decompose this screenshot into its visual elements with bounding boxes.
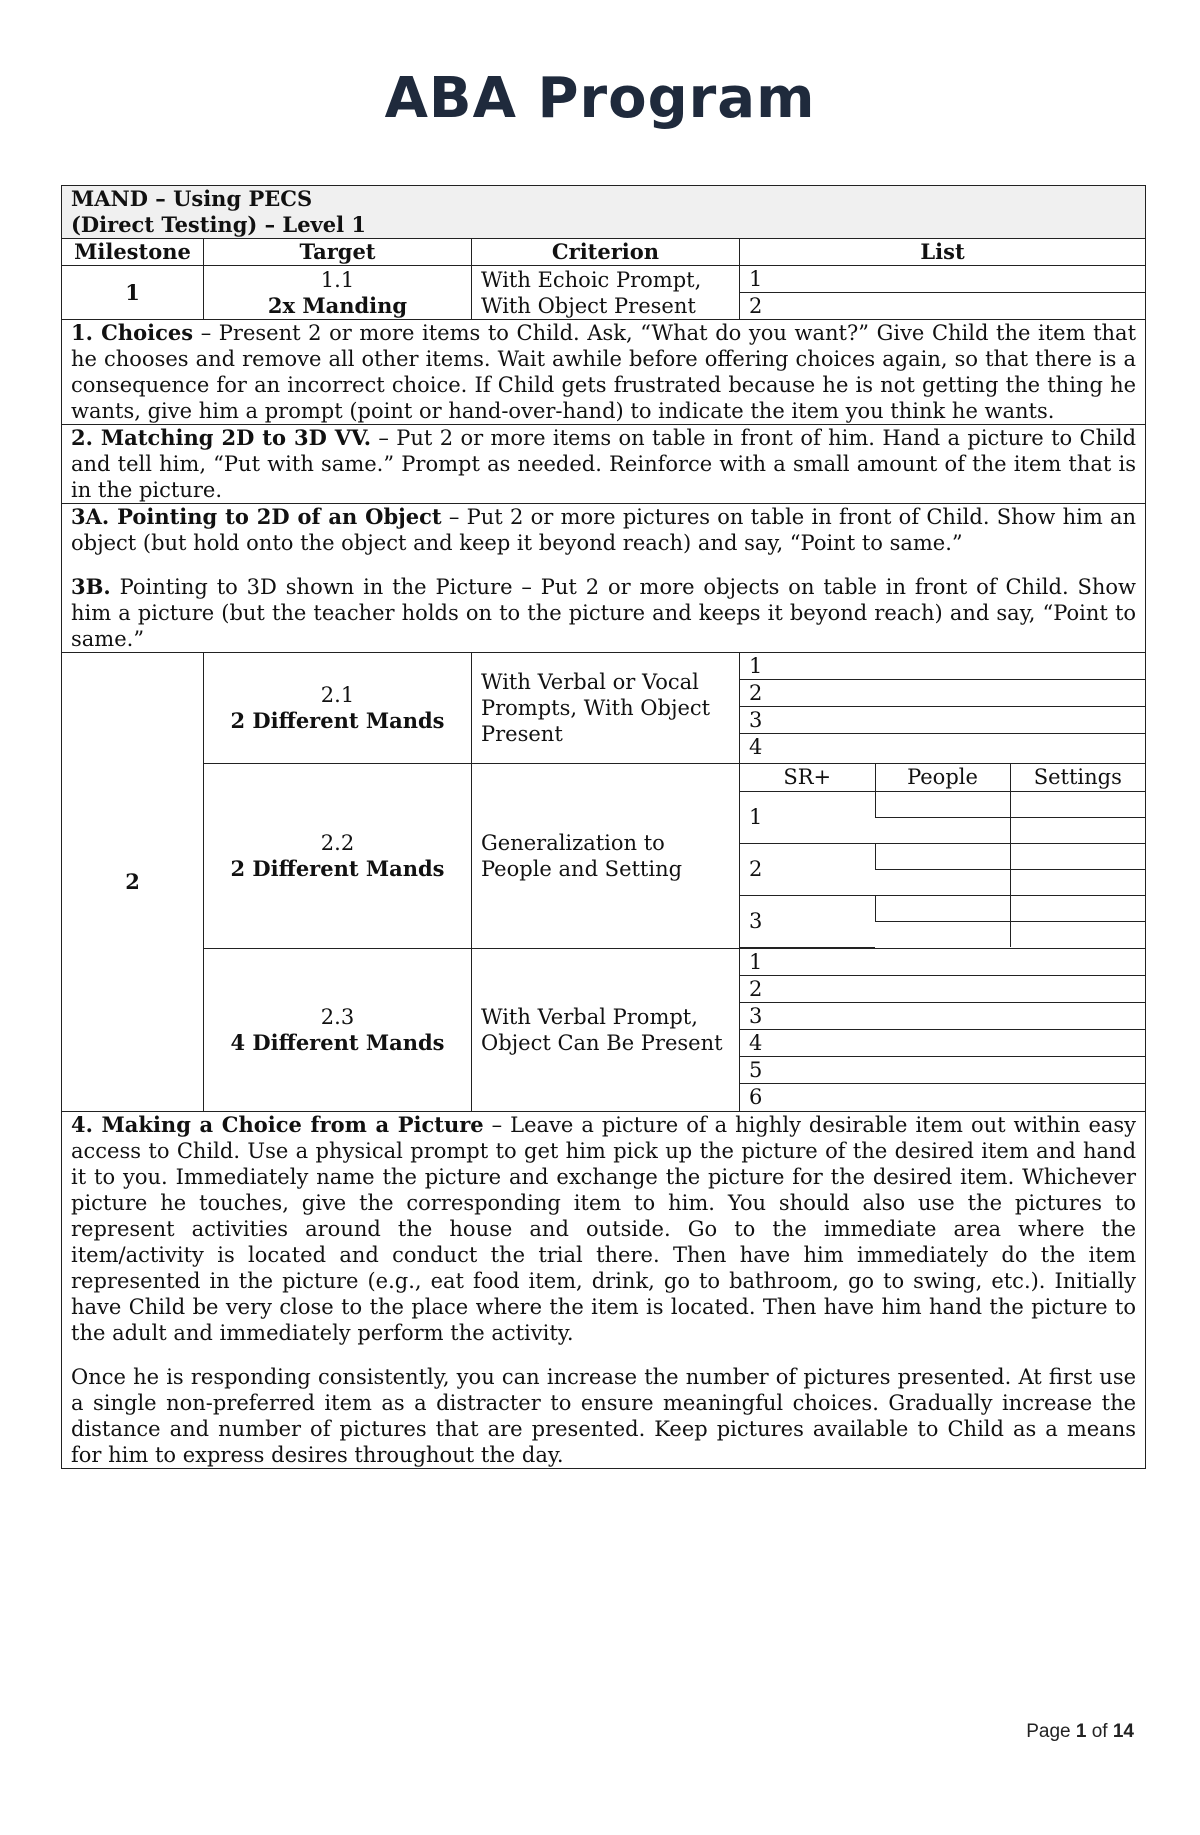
list-entry[interactable]: 4 — [749, 735, 763, 759]
milestone-2-row-2 — [62, 764, 1146, 949]
generalization-grid — [740, 764, 1146, 949]
target-code: 2.3 — [320, 1004, 355, 1029]
program-name: MAND – Using PECS — [71, 186, 313, 211]
list-row — [740, 1083, 1145, 1110]
list-row — [740, 734, 1145, 761]
milestone-2-row-1 — [62, 653, 1146, 764]
settings-cell[interactable] — [1010, 818, 1145, 844]
settings-cell[interactable] — [1010, 844, 1145, 870]
program-header — [62, 186, 1146, 239]
list-2-1 — [740, 653, 1146, 764]
list-2-3 — [740, 948, 1146, 1111]
target-2-1 — [204, 653, 472, 764]
list-row — [740, 975, 1145, 1002]
instruction-text: Pointing to 3D shown in the Picture – Put 2 or more objects on table in front of Child. Show him a picture (but the teacher holds on to the picture and keeps it beyond reach) and say, “Point to same.” — [71, 575, 1137, 651]
instruction-making-choice — [62, 1111, 1146, 1468]
criterion-line: With Object Present — [481, 293, 696, 318]
target-2-3 — [204, 948, 472, 1111]
target-1-1 — [204, 266, 472, 320]
instruction-text: Once he is responding consistently, you can increase the number of pictures presented. At first use a single non-preferred item as a distracter to ensure meaningful choices. Gradually increase the distance and number of pictures that are presented. Keep pictures available to Child as a means for him to express desires throughout the day. — [71, 1364, 1137, 1467]
col-target: Target — [204, 239, 472, 266]
people-cell[interactable] — [875, 792, 1010, 818]
instruction-text: – Put 2 or more pictures on table in front of Child. Show him an object (but hold onto the object and keep it beyond reach) and say, “Point to same.” — [71, 505, 1137, 555]
total-pages: 14 — [1112, 1721, 1134, 1742]
list-entry[interactable]: 1 — [740, 266, 1145, 293]
generalization-row-label: 3 — [740, 896, 875, 948]
target-2-2 — [204, 764, 472, 949]
criterion-2-1: With Verbal or Vocal Prompts, With Object Present — [472, 653, 740, 764]
column-header-row — [62, 239, 1146, 266]
list-entry[interactable]: 3 — [740, 1002, 1145, 1029]
target-label: 2x Manding — [267, 292, 408, 318]
of-word: of — [1091, 1721, 1108, 1742]
instruction-heading: 4. Making a Choice from a Picture — [71, 1111, 484, 1137]
instruction-pointing-row — [62, 504, 1146, 653]
milestone-2-number: 2 — [62, 653, 204, 1112]
list-entry[interactable]: 5 — [740, 1056, 1145, 1083]
col-settings: Settings — [1010, 764, 1145, 792]
target-code: 2.1 — [320, 683, 355, 707]
list-1-1 — [740, 266, 1146, 320]
settings-cell[interactable] — [1010, 870, 1145, 896]
list-entry[interactable]: 4 — [740, 1029, 1145, 1056]
criterion-2-3: With Verbal Prompt, Object Can Be Present — [472, 948, 740, 1111]
target-label: 2 Different Mands — [230, 855, 445, 881]
generalization-header-row — [740, 764, 1145, 792]
list-row — [740, 1056, 1145, 1083]
list-row — [740, 1029, 1145, 1056]
col-sr-plus: SR+ — [740, 764, 875, 792]
instruction-text: – Put 2 or more items on table in front of him. Hand a picture to Child and tell him, “Put with same.” Prompt as needed. Reinforce with a small amount of the item that is in the picture. — [71, 426, 1137, 502]
instruction-choices — [62, 320, 1146, 425]
list-row — [740, 707, 1145, 734]
instruction-making-choice-row — [62, 1111, 1146, 1468]
col-people: People — [875, 764, 1010, 792]
target-label: 2 Different Mands — [230, 708, 445, 733]
people-cell[interactable] — [875, 922, 1010, 948]
program-table — [61, 185, 1146, 1469]
list-row — [740, 293, 1145, 320]
settings-cell[interactable] — [1010, 792, 1145, 818]
instruction-heading: 3A. Pointing to 2D of an Object — [71, 504, 442, 529]
criterion-1-1 — [472, 266, 740, 320]
instruction-matching-row — [62, 425, 1146, 504]
instruction-heading: 1. Choices — [71, 320, 194, 345]
instruction-heading: 2. Matching 2D to 3D VV. — [71, 425, 372, 450]
instruction-heading: 3B. — [71, 574, 111, 599]
col-criterion: Criterion — [472, 239, 740, 266]
criterion-2-2: Generalization to People and Setting — [472, 764, 740, 949]
settings-cell[interactable] — [1010, 896, 1145, 922]
generalization-row-label: 1 — [740, 792, 875, 844]
generalization-row — [740, 844, 1145, 870]
target-label: 4 Different Mands — [230, 1029, 445, 1055]
people-cell[interactable] — [875, 896, 1010, 922]
list-row — [740, 1002, 1145, 1029]
program-header-row — [62, 186, 1146, 239]
list-entry[interactable]: 3 — [740, 707, 1145, 734]
page-footer — [1026, 1721, 1134, 1743]
col-milestone: Milestone — [62, 239, 204, 266]
generalization-row — [740, 896, 1145, 922]
milestone-1-row — [62, 266, 1146, 320]
target-code: 2.2 — [320, 830, 355, 855]
people-cell[interactable] — [875, 844, 1010, 870]
instruction-text: – Leave a picture of a highly desirable item out within easy access to Child. Use a physical prompt to get him pick up the picture of the desired item and hand it to you. Immediately name the picture and exchange the picture for the desired item. Whichever picture he touches, give the corresponding item to him. You should also use the pictures to represent activities around the house and outside. Go to the immediate area where the item/activity is located and conduct the trial there. Then have him immediately do the item represented in the picture (e.g., eat food item, drink, go to bathroom, go to swing, etc.). Initially have Child be very close to the place where the item is located. Then have him hand the picture to the adult and immediately perform the activity. — [71, 1112, 1137, 1345]
target-code: 1.1 — [320, 267, 355, 292]
people-cell[interactable] — [875, 818, 1010, 844]
instruction-pointing — [62, 504, 1146, 653]
page-title: ABA Program — [384, 66, 816, 131]
instruction-text: – Present 2 or more items to Child. Ask, “What do you want?” Give Child the item that he chooses and remove all other items. Wait awhile before offering choices again, so that there is a consequence for an incorrect choice. If Child gets frustrated because he is not getting the thing he wants, give him a prompt (point or hand-over-hand) to indicate the item you think he wants. — [71, 321, 1137, 423]
list-entry[interactable]: 2 — [740, 975, 1145, 1002]
list-row — [740, 680, 1145, 707]
page-number: 1 — [1075, 1721, 1087, 1742]
milestone-2-row-3 — [62, 948, 1146, 1111]
list-row — [740, 653, 1145, 680]
col-list: List — [740, 239, 1146, 266]
criterion-line: With Echoic Prompt, — [481, 267, 702, 292]
page-word: Page — [1026, 1721, 1071, 1742]
list-entry[interactable]: 2 — [740, 680, 1145, 707]
people-cell[interactable] — [875, 870, 1010, 896]
generalization-row — [740, 792, 1145, 818]
settings-cell[interactable] — [1010, 922, 1145, 948]
instruction-choices-row — [62, 320, 1146, 425]
milestone-1-number: 1 — [62, 266, 204, 320]
generalization-row-label: 2 — [740, 844, 875, 896]
list-entry[interactable]: 1 — [740, 653, 1145, 680]
list-entry[interactable]: 1 — [740, 949, 1145, 976]
instruction-matching — [62, 425, 1146, 504]
list-row — [740, 266, 1145, 293]
list-entry[interactable]: 2 — [749, 294, 763, 318]
list-row — [740, 949, 1145, 976]
program-level: (Direct Testing) – Level 1 — [71, 212, 367, 237]
list-entry[interactable]: 6 — [749, 1084, 763, 1109]
